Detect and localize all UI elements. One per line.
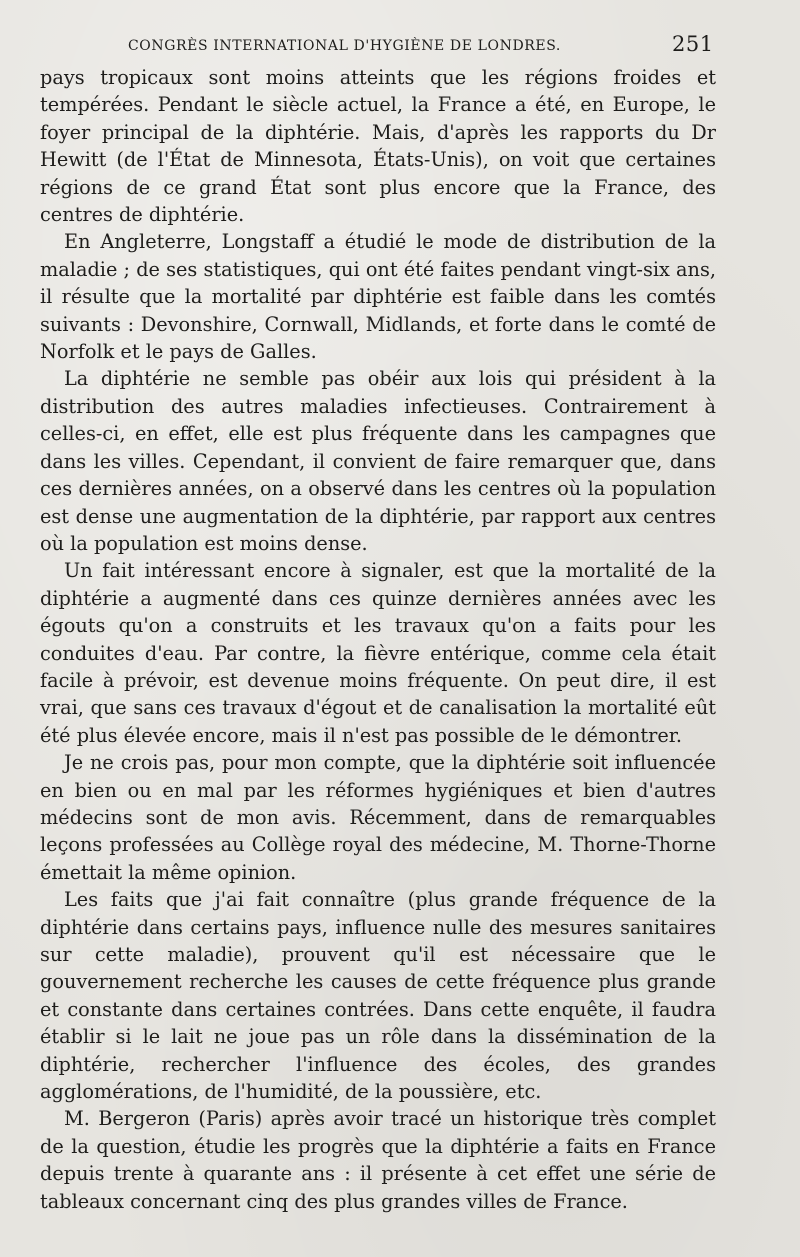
paragraph-4: Un fait intéressant encore à signaler, est que la mortalité de la diphtérie a augmenté dans ces quinze dernières années avec les égouts qu'on a construits et les travaux qu'on a faits pour les conduites d'eau. Par contre, la fièvre entérique, comme cela était facile à prévoir, est devenue moins fréquente. On peut dire, il est vrai, que sans ces travaux d'égout et de canalisation la mortalité eût été plus élevée encore, mais il n'est pas possible de le démontrer.	[40, 559, 716, 747]
paragraph-6: Les faits que j'ai fait connaître (plus grande fréquence de la diphtérie dans certains pays, influence nulle des mesures sanitaires sur cette maladie), prouvent qu'il est nécessaire que le gouvernement recherche les causes de cette fréquence plus grande et constante dans certaines contrées. Dans cette enquête, il faudra établir si le lait ne joue pas un rôle dans la dissémination de la diphtérie, rechercher l'influence des écoles, des grandes agglomérations, de l'humidité, de la poussière, etc.	[40, 888, 716, 1104]
paragraph-7: M. Bergeron (Paris) après avoir tracé un historique très complet de la question, étudie les progrès que la diphtérie a faits en France depuis trente à quarante ans : il présente à cet effet une série de tableaux concernant cinq des plus grandes villes de France.	[40, 1107, 716, 1213]
running-title: CONGRÈS INTERNATIONAL D'HYGIÈNE DE LONDRES.	[128, 38, 561, 54]
body-text	[40, 64, 716, 1215]
running-header	[40, 28, 716, 64]
paragraph-1: pays tropicaux sont moins atteints que les régions froides et tempérées. Pendant le siècle actuel, la France a été, en Europe, le foyer principal de la diphtérie. Mais, d'après les rapports du Dr Hewitt (de l'État de Minnesota, États-Unis), on voit que certaines régions de ce grand État sont plus encore que la France, des centres de diphtérie.	[40, 66, 716, 227]
paragraph-3: La diphtérie ne semble pas obéir aux lois qui président à la distribution des autres maladies infectieuses. Contrairement à celles-ci, en effet, elle est plus fréquente dans les campagnes que dans les villes. Cependant, il convient de faire remarquer que, dans ces dernières années, on a observé dans les centres où la population est dense une augmentation de la diphtérie, par rapport aux centres où la population est moins dense.	[40, 367, 716, 555]
paragraph-5: Je ne crois pas, pour mon compte, que la diphtérie soit influencée en bien ou en mal par les réformes hygiéniques et bien d'autres médecins sont de mon avis. Récemment, dans de remarquables leçons professées au Collège royal des médecine, M. Thorne-Thorne émettait la même opinion.	[40, 751, 716, 884]
page-number: 251	[672, 32, 714, 56]
paragraph-2: En Angleterre, Longstaff a étudié le mode de distribution de la maladie ; de ses statistiques, qui ont été faites pendant vingt-six ans, il résulte que la mortalité par diphtérie est faible dans les comtés suivants : Devonshire, Cornwall, Midlands, et forte dans le comté de Norfolk et le pays de Galles.	[40, 230, 716, 364]
